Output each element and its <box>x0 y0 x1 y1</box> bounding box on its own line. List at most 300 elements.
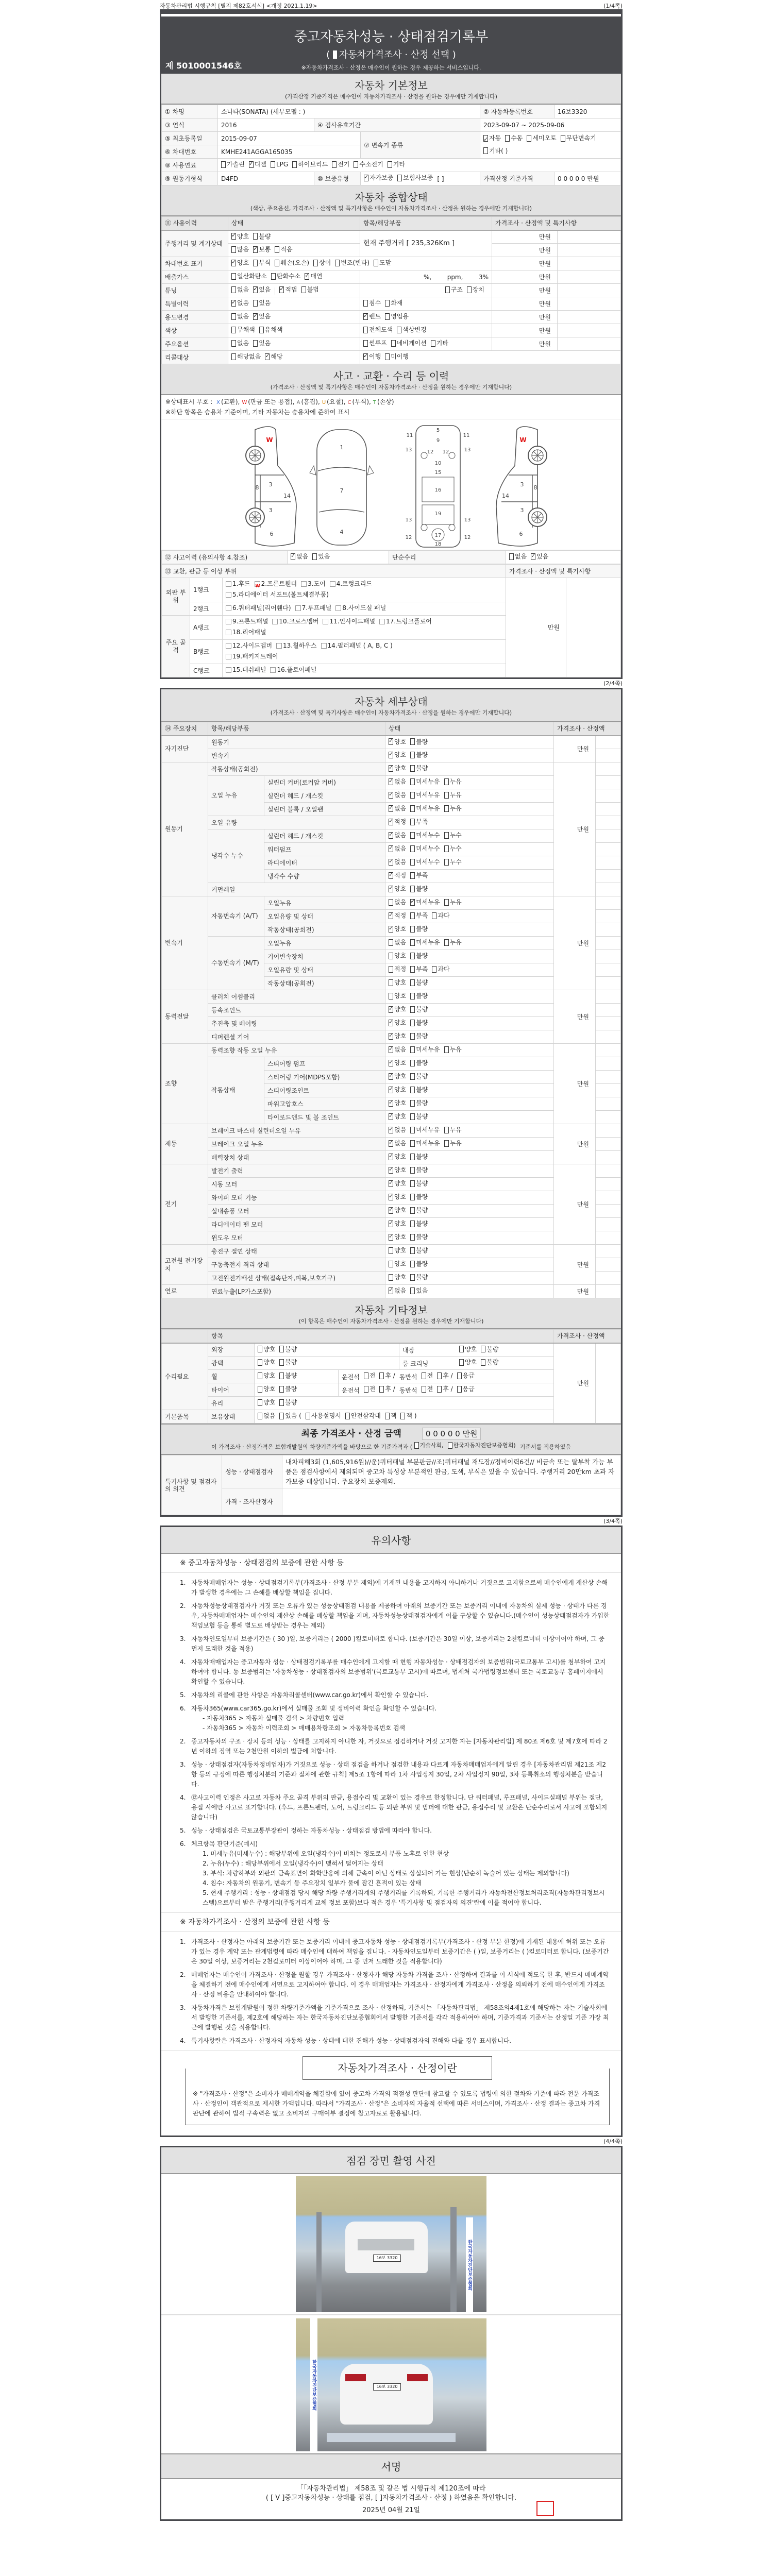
top-view <box>310 430 374 545</box>
checkbox-icon[interactable] <box>459 1359 464 1366</box>
checkbox-icon[interactable] <box>410 859 415 866</box>
checkbox-icon[interactable] <box>444 792 449 799</box>
checkbox-icon[interactable] <box>389 966 393 973</box>
checkbox-icon[interactable] <box>467 286 472 293</box>
checkbox-icon[interactable] <box>389 1274 393 1281</box>
checkbox-checked-icon[interactable] <box>389 845 393 852</box>
sign-date: 2025년 04월 21일 <box>362 2506 421 2514</box>
checkbox-icon[interactable] <box>481 1346 485 1352</box>
legend-text: (교환), <box>221 398 240 405</box>
checkbox-checked-icon[interactable] <box>389 1113 393 1120</box>
part-number-label: 14 <box>283 493 291 499</box>
checkbox-icon[interactable] <box>231 313 236 320</box>
notice-subitem: 3. 부식: 차량하부와 외판의 금속표면이 화학반응에 의해 금속이 아닌 상태로 상실되어 가는 현상(단순히 녹슬어 있는 상태는 제외합니다) <box>203 1870 569 1877</box>
option-label: 부식 <box>259 259 271 267</box>
checkbox-icon[interactable] <box>231 353 236 360</box>
checkbox-icon[interactable] <box>259 327 264 333</box>
checkbox-icon[interactable] <box>444 939 449 946</box>
checkbox-checked-icon[interactable] <box>410 899 415 906</box>
checkbox-icon[interactable] <box>330 581 335 587</box>
checkbox-checked-icon[interactable] <box>389 1020 393 1026</box>
checkbox-icon[interactable] <box>444 1140 449 1147</box>
detail-row <box>162 1258 621 1272</box>
checkbox-icon[interactable] <box>422 1386 426 1393</box>
option <box>410 738 428 745</box>
checkbox-checked-icon[interactable] <box>389 765 393 772</box>
checkbox-icon[interactable] <box>437 1372 442 1379</box>
option <box>410 1099 428 1107</box>
option-label: 불량 <box>416 1260 428 1268</box>
checkbox-icon[interactable] <box>226 605 231 611</box>
checkbox-checked-icon[interactable] <box>389 1100 393 1107</box>
status-options <box>385 803 554 816</box>
checkbox-checked-icon[interactable] <box>389 859 393 866</box>
checkbox-checked-icon[interactable] <box>389 778 393 785</box>
checkbox-icon[interactable] <box>306 1413 310 1419</box>
checkbox-icon[interactable] <box>397 175 402 181</box>
option-label: 양호 <box>394 952 407 960</box>
item-label: 시동 모터 <box>208 1178 385 1191</box>
checkbox-icon[interactable] <box>397 327 401 333</box>
option-label: 없음 <box>237 286 249 294</box>
checkbox-icon[interactable] <box>432 912 436 919</box>
checkbox-icon[interactable] <box>410 953 415 959</box>
checkbox-icon[interactable] <box>410 1046 415 1053</box>
option <box>363 353 381 360</box>
checkbox-checked-icon[interactable] <box>389 1006 393 1013</box>
option-label: 없음 <box>237 299 249 307</box>
label-basic-items: 기본품목 <box>162 1410 208 1423</box>
option-label: 없음 <box>394 832 407 839</box>
checkbox-icon[interactable] <box>561 135 565 142</box>
checkbox-icon[interactable] <box>410 1274 415 1281</box>
checkbox-icon[interactable] <box>313 260 318 266</box>
checkbox-icon[interactable] <box>379 1372 384 1379</box>
basic-items-options <box>255 1410 554 1423</box>
checkbox-icon[interactable] <box>279 1386 284 1393</box>
checkbox-icon[interactable] <box>389 1261 393 1267</box>
checkbox-checked-icon[interactable] <box>389 1087 393 1093</box>
checkbox-icon[interactable] <box>444 845 449 852</box>
checkbox-icon[interactable] <box>410 1261 415 1267</box>
checkbox-icon[interactable] <box>301 581 307 587</box>
option <box>422 1385 433 1393</box>
checkbox-icon[interactable] <box>231 340 236 347</box>
checkbox-checked-icon[interactable] <box>389 1060 393 1066</box>
checkbox-checked-icon[interactable] <box>389 912 393 919</box>
checkbox-icon[interactable] <box>389 1247 393 1254</box>
label-car-name: ① 차명 <box>162 105 218 118</box>
page-1 <box>160 9 623 679</box>
exchange-header: ⑬ 교환, 판금 등 이상 부위 <box>162 565 506 578</box>
checkbox-icon[interactable] <box>258 1386 262 1393</box>
part-number-label: 19 <box>434 511 442 517</box>
checkbox-icon[interactable] <box>400 1413 405 1419</box>
status-options <box>385 937 554 950</box>
checkbox-icon[interactable] <box>459 1346 464 1352</box>
option <box>345 1412 381 1419</box>
checkbox-icon[interactable] <box>410 1100 415 1107</box>
checkbox-icon[interactable] <box>444 805 449 812</box>
checkbox-icon[interactable] <box>444 1127 449 1133</box>
checkbox-icon[interactable] <box>275 260 279 266</box>
checkbox-checked-icon[interactable] <box>389 819 393 825</box>
current-mileage: 현재 주행거리 [ 235,326Km ] <box>360 230 492 257</box>
rank-label: C랭크 <box>190 664 223 677</box>
checkbox-icon[interactable] <box>279 1413 284 1419</box>
checkbox-icon[interactable] <box>258 1359 262 1366</box>
checkbox-icon[interactable] <box>444 778 449 785</box>
checkbox-icon[interactable] <box>363 300 368 307</box>
checkbox-icon[interactable] <box>279 1372 284 1379</box>
checkbox-icon[interactable] <box>410 845 415 852</box>
option-label: 있음 <box>259 313 271 320</box>
checkbox-checked-icon[interactable] <box>389 1154 393 1160</box>
checkbox-icon[interactable] <box>410 966 415 973</box>
option-label: 불량 <box>416 1207 428 1214</box>
checkbox-icon[interactable] <box>323 619 328 624</box>
checkbox-icon[interactable] <box>363 340 368 347</box>
checkbox-checked-icon[interactable] <box>389 1140 393 1147</box>
checkbox-checked-icon[interactable] <box>389 1073 393 1080</box>
checkbox-icon[interactable] <box>410 979 415 986</box>
checkbox-icon[interactable] <box>385 313 390 320</box>
checkbox-icon[interactable] <box>410 832 415 839</box>
checkbox-checked-icon[interactable] <box>249 161 254 168</box>
checkbox-icon[interactable] <box>276 643 282 649</box>
checkbox-icon[interactable] <box>335 605 341 611</box>
checkbox-checked-icon[interactable] <box>389 738 393 745</box>
device-group-label: 조향 <box>162 1044 208 1124</box>
checkbox-icon[interactable] <box>379 619 385 624</box>
checkbox-icon[interactable] <box>410 752 415 758</box>
checkbox-icon[interactable] <box>410 778 415 785</box>
status-options <box>385 736 554 749</box>
checkbox-icon[interactable] <box>410 912 415 919</box>
section-header-photos: 점검 장면 촬영 사진 <box>161 2147 621 2174</box>
checkbox-icon[interactable] <box>385 1413 390 1419</box>
checkbox-icon[interactable] <box>410 1073 415 1080</box>
checkbox-icon[interactable] <box>253 300 258 307</box>
checkbox-icon[interactable] <box>444 1046 449 1053</box>
checkbox-icon[interactable] <box>389 899 393 906</box>
item-label: 워터펌프 <box>264 843 385 856</box>
option <box>275 246 292 253</box>
checkbox-icon[interactable] <box>385 353 390 360</box>
checkbox-icon[interactable] <box>505 135 510 142</box>
option-label: 화재 <box>391 299 403 307</box>
checkbox-icon[interactable] <box>389 953 393 959</box>
checkbox-icon[interactable] <box>410 1113 415 1120</box>
checkbox-icon[interactable] <box>410 939 415 946</box>
checkbox-icon[interactable] <box>410 792 415 799</box>
status-options <box>385 776 554 789</box>
checkbox-checked-icon[interactable] <box>389 1127 393 1133</box>
checkbox-icon[interactable] <box>279 1346 284 1352</box>
checkbox-checked-icon[interactable] <box>279 286 284 293</box>
checkbox-icon[interactable] <box>272 619 278 624</box>
checkbox-icon[interactable] <box>270 667 276 673</box>
checkbox-icon[interactable] <box>275 246 279 253</box>
checkbox-checked-icon[interactable] <box>253 246 258 253</box>
checkbox-icon[interactable] <box>410 1020 415 1026</box>
checkbox-icon[interactable] <box>410 738 415 745</box>
checkbox-icon[interactable] <box>389 939 393 946</box>
checkbox-icon[interactable] <box>253 340 258 347</box>
tire-positions <box>339 1383 554 1397</box>
option-label: 없음 <box>237 313 249 320</box>
checkbox-icon[interactable] <box>226 667 231 673</box>
option <box>410 1180 428 1187</box>
option-label: 미세누유 <box>416 778 440 786</box>
checkbox-checked-icon[interactable] <box>389 1180 393 1187</box>
option <box>389 939 406 946</box>
checkbox-checked-icon[interactable] <box>389 752 393 758</box>
option-label: 불량 <box>259 232 271 240</box>
checkbox-icon[interactable] <box>253 260 258 266</box>
checkbox-icon[interactable] <box>363 327 368 333</box>
checkbox-icon[interactable] <box>410 872 415 879</box>
checkbox-icon[interactable] <box>332 161 337 168</box>
checkbox-icon[interactable] <box>410 1234 415 1241</box>
label-accident-history: ⑫ 사고이력 (유의사항 4.참조) <box>162 551 288 564</box>
checkbox-checked-icon[interactable] <box>291 553 295 560</box>
checkbox-icon[interactable] <box>271 273 276 280</box>
checkbox-checked-icon[interactable] <box>364 175 368 181</box>
checkbox-icon[interactable] <box>481 1359 485 1366</box>
wheel-positions <box>339 1370 554 1383</box>
item-label: 브레이크 마스터 실린더오일 누유 <box>208 1124 385 1138</box>
option-label: 불량 <box>416 979 428 987</box>
option-label: 누유 <box>449 1126 462 1134</box>
checkbox-icon[interactable] <box>226 592 231 598</box>
checkbox-icon[interactable] <box>410 1127 415 1133</box>
checkbox-icon[interactable] <box>437 1386 442 1393</box>
checkbox-icon[interactable] <box>279 1359 284 1366</box>
checkbox-icon[interactable] <box>231 273 236 280</box>
checkbox-checked-icon[interactable] <box>389 1221 393 1227</box>
checkbox-checked-icon[interactable] <box>363 353 368 360</box>
checkbox-icon[interactable] <box>258 1346 262 1352</box>
notice-item: 4. 자동차매매업자는 중고자동차 성능 · 상태점검기록부를 매수인에게 고지할 때 현행 자동차성능 · 상태점검자의 보증범위(국토교통부 고시)를 첨부하여 고지하여야 합니다. 동 보증범위는 '자동차성능 · 상태점검자의 보증범위'(국토교통부 고시)에 따르며, 법제처 국가법령정보센터 또는 국토교통부 홈페이지에서 확인할 수 있습니다. <box>180 1658 606 1685</box>
checkbox-icon[interactable] <box>410 1060 415 1066</box>
checkbox-icon[interactable] <box>410 1154 415 1160</box>
checkbox-checked-icon[interactable] <box>389 1234 393 1241</box>
checkbox-icon[interactable] <box>483 147 488 154</box>
item-label: 고전원전기배선 상태(접속단자,피복,보호기구) <box>208 1272 385 1285</box>
checkbox-checked-icon[interactable] <box>231 233 236 240</box>
checkbox-icon[interactable] <box>231 286 236 293</box>
checkbox-icon[interactable] <box>445 286 450 293</box>
checkbox-icon[interactable] <box>410 1033 415 1040</box>
option <box>389 1073 406 1080</box>
checkbox-icon[interactable] <box>226 630 231 635</box>
checkbox-icon[interactable] <box>364 1386 368 1393</box>
checkbox-icon[interactable] <box>292 161 297 168</box>
checkbox-icon[interactable] <box>374 260 378 266</box>
checkbox-icon[interactable] <box>410 1247 415 1254</box>
checkbox-icon[interactable] <box>226 619 231 624</box>
checkbox-icon[interactable] <box>389 993 393 999</box>
option <box>389 818 406 825</box>
option-label: 불량 <box>416 1247 428 1255</box>
detail-row <box>162 736 621 749</box>
status-options <box>385 1205 554 1218</box>
rank-label: B랭크 <box>190 640 223 664</box>
checkbox-icon[interactable] <box>410 765 415 772</box>
item-label: 오일유량 및 상태 <box>264 963 385 977</box>
checkbox-icon[interactable] <box>422 1372 426 1379</box>
checkbox-checked-icon[interactable] <box>389 1194 393 1200</box>
checkbox-icon[interactable] <box>379 1386 384 1393</box>
checkbox-icon[interactable] <box>410 1087 415 1093</box>
option <box>389 1260 406 1267</box>
checkbox-checked-icon[interactable] <box>389 832 393 839</box>
option-label: 전기 <box>338 161 350 168</box>
checkbox-icon[interactable] <box>432 966 436 973</box>
checkbox-icon[interactable] <box>226 581 231 587</box>
checkbox-checked-icon[interactable] <box>389 805 393 812</box>
option <box>389 872 406 879</box>
option-label: 미세누수 <box>416 858 440 866</box>
checkbox-checked-icon[interactable] <box>231 300 236 307</box>
option <box>231 233 249 240</box>
checkbox-icon[interactable] <box>410 1006 415 1013</box>
checkbox-icon[interactable] <box>389 979 393 986</box>
checkbox-icon[interactable] <box>231 327 236 333</box>
part-number-label: 11 <box>463 433 470 438</box>
option-label: 누유 <box>449 805 462 812</box>
checkbox-icon[interactable] <box>410 805 415 812</box>
checkbox-icon[interactable] <box>414 1442 419 1449</box>
checkbox-icon[interactable] <box>279 1399 284 1406</box>
detail-row <box>162 749 621 762</box>
checkbox-icon[interactable] <box>226 643 231 649</box>
checkbox-icon[interactable] <box>410 1167 415 1174</box>
checkbox-checked-icon[interactable] <box>389 926 393 933</box>
checkbox-icon[interactable] <box>448 1442 452 1449</box>
checkbox-checked-icon[interactable] <box>389 1033 393 1040</box>
checkbox-checked-icon[interactable] <box>389 1167 393 1174</box>
checkbox-icon[interactable] <box>444 899 449 906</box>
checkbox-checked-icon[interactable] <box>389 792 393 799</box>
item-label: 와이퍼 모터 기능 <box>208 1191 385 1205</box>
checkbox-icon[interactable] <box>391 340 396 347</box>
checkbox-icon[interactable] <box>301 286 306 293</box>
label-transmission: ⑦ 변속기 종류 <box>361 132 480 159</box>
checkbox-icon[interactable] <box>271 161 275 168</box>
item-label: 충전구 절연 상태 <box>208 1245 385 1258</box>
damage-w-checkbox-icon[interactable] <box>255 581 260 587</box>
checkbox-icon[interactable] <box>410 819 415 825</box>
option <box>444 845 462 852</box>
checkbox-icon[interactable] <box>457 1386 462 1393</box>
checkbox-icon[interactable] <box>221 161 226 168</box>
checkbox-icon[interactable] <box>231 246 236 253</box>
checkbox-checked-icon[interactable] <box>253 313 258 320</box>
polish-options <box>255 1357 399 1370</box>
checkbox-icon[interactable] <box>312 553 317 560</box>
checkbox-icon[interactable] <box>527 135 531 142</box>
option <box>410 965 428 973</box>
checkbox-icon[interactable] <box>354 161 358 168</box>
checkbox-icon[interactable] <box>385 300 390 307</box>
checkbox-checked-icon[interactable] <box>253 286 258 293</box>
option-label: 해당없음 <box>237 353 261 361</box>
option-label: 양호 <box>394 751 407 759</box>
option <box>410 992 428 999</box>
option <box>279 1359 297 1366</box>
checkbox-icon[interactable] <box>410 1287 415 1294</box>
checkbox-checked-icon[interactable] <box>389 1207 393 1214</box>
rank-parts <box>223 616 506 640</box>
checkbox-icon[interactable] <box>258 1399 262 1406</box>
status-options <box>385 856 554 870</box>
checkbox-icon[interactable] <box>226 654 231 659</box>
option <box>279 1412 301 1419</box>
checkbox-icon[interactable] <box>410 1180 415 1187</box>
checkbox-icon[interactable] <box>444 859 449 866</box>
checkbox-checked-icon[interactable] <box>483 135 488 142</box>
checkbox-icon[interactable] <box>410 1221 415 1227</box>
checkbox-icon[interactable] <box>295 605 301 611</box>
option <box>342 1387 360 1394</box>
checkbox-icon[interactable] <box>253 233 258 240</box>
checkbox-checked-icon[interactable] <box>389 872 393 879</box>
checkbox-icon[interactable] <box>410 1140 415 1147</box>
checkbox-icon[interactable] <box>258 1413 262 1419</box>
checkbox-icon[interactable] <box>410 993 415 999</box>
checkbox-checked-icon[interactable] <box>305 273 309 280</box>
checkbox-checked-icon[interactable] <box>389 886 393 892</box>
checkbox-checked-icon[interactable] <box>531 553 535 560</box>
option-label: 후 / <box>443 1385 453 1393</box>
option-label: 불량 <box>285 1345 297 1353</box>
checkbox-checked-icon[interactable] <box>389 1287 393 1294</box>
option-label: 불량 <box>416 1193 428 1201</box>
option <box>444 1046 462 1053</box>
checkbox-icon[interactable] <box>321 643 327 649</box>
checkbox-icon[interactable] <box>444 832 449 839</box>
checkbox-checked-icon[interactable] <box>363 313 368 320</box>
checkbox-icon[interactable] <box>335 260 340 266</box>
options-list <box>360 337 492 351</box>
option <box>332 161 349 168</box>
checkbox-icon[interactable] <box>364 1372 368 1379</box>
legend-text: (판금 또는 용접), <box>248 398 295 405</box>
checkbox-checked-icon[interactable] <box>389 1046 393 1053</box>
checkbox-icon[interactable] <box>457 1372 462 1379</box>
checkbox-icon[interactable] <box>509 553 514 560</box>
detail-row <box>162 990 621 1004</box>
item-label: 추진축 및 베어링 <box>208 1017 385 1030</box>
checkbox-icon[interactable] <box>388 161 392 168</box>
checkbox-icon[interactable] <box>410 1207 415 1214</box>
col-header: 항목/해당부품 <box>208 722 385 736</box>
checkbox-icon[interactable] <box>410 1194 415 1200</box>
checkbox-checked-icon[interactable] <box>265 353 270 360</box>
checkbox-checked-icon[interactable] <box>231 260 236 266</box>
checkbox-icon[interactable] <box>410 886 415 892</box>
checkbox-icon[interactable] <box>410 926 415 933</box>
checkbox-icon[interactable] <box>431 340 435 347</box>
checkbox-icon[interactable] <box>258 1372 262 1379</box>
wheel-options <box>255 1370 339 1383</box>
checkbox-icon[interactable] <box>345 1413 350 1419</box>
detail-row <box>162 1285 621 1298</box>
option-label: 불량 <box>416 1153 428 1161</box>
appraiser-opinion <box>282 1488 621 1515</box>
